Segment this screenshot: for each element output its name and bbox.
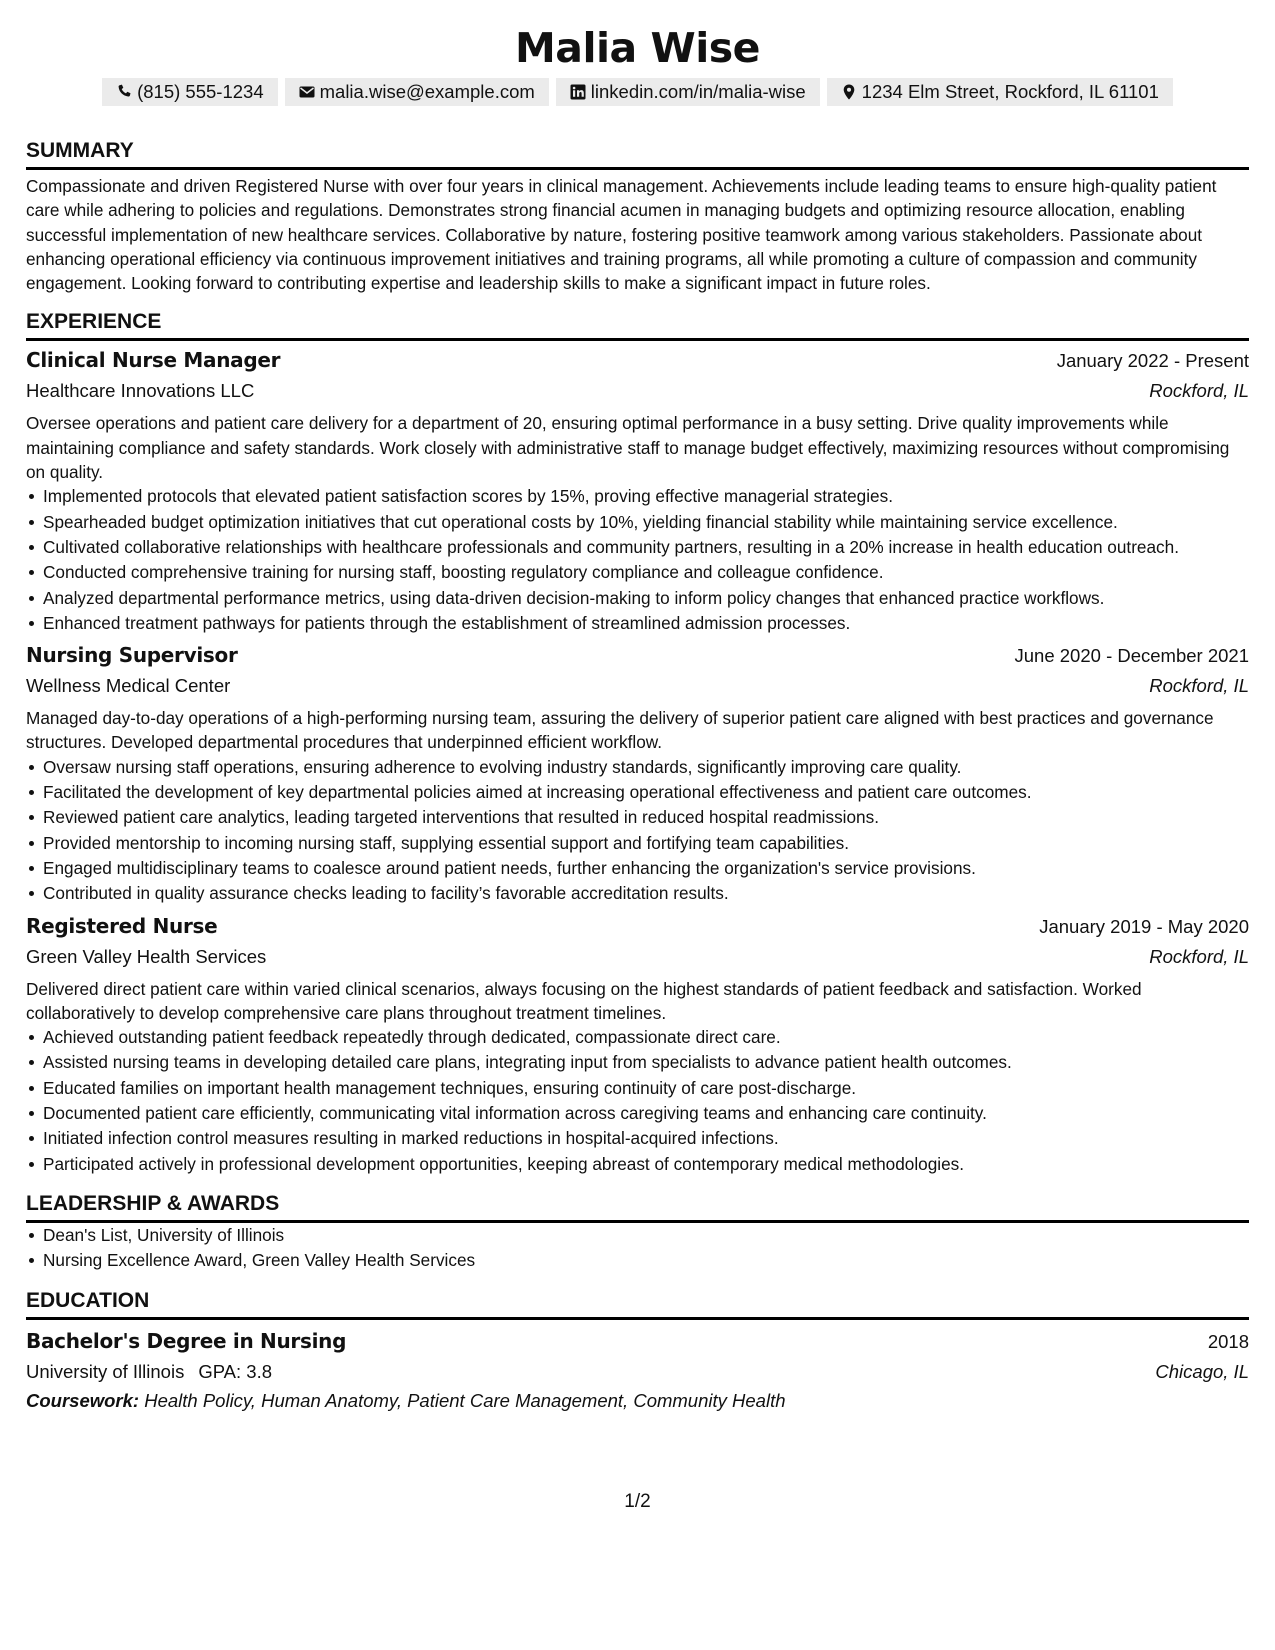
list-item: Assisted nursing teams in developing detailed care plans, integrating input from specialists to advance patient health outcomes.: [26, 1050, 1249, 1075]
contact-address: [827, 78, 1173, 106]
list-item: Nursing Excellence Award, Green Valley Health Services: [26, 1248, 1249, 1273]
section-title-education: EDUCATION: [26, 1288, 1249, 1320]
job-location: Rockford, IL: [1149, 380, 1249, 402]
envelope-icon: [299, 84, 315, 100]
phone-icon: [116, 84, 132, 100]
job-dates: June 2020 - December 2021: [1014, 645, 1249, 667]
contact-email-text: malia.wise@example.com: [319, 81, 535, 102]
job-entry: [26, 911, 1249, 1177]
job-dates: January 2022 - Present: [1056, 350, 1249, 372]
award-list: [26, 1223, 1249, 1274]
location-pin-icon: [841, 84, 857, 100]
job-description: Delivered direct patient care within varied clinical scenarios, always focusing on the highest standards of patient feedback and satisfaction. Worked collaboratively to develop comprehensive care plans throughout treatment timelines.: [26, 978, 1142, 1023]
leadership-section: [26, 1191, 1249, 1274]
list-item: Documented patient care efficiently, communicating vital information across caregiving teams and enhancing care continuity.: [26, 1101, 1249, 1126]
job-title: Clinical Nurse Manager: [26, 348, 281, 373]
list-item: Analyzed departmental performance metrics, using data-driven decision-making to inform policy changes that enhanced practice workflows.: [26, 586, 1249, 611]
job-location: Rockford, IL: [1149, 945, 1249, 967]
contact-address-text: 1234 Elm Street, Rockford, IL 61101: [861, 81, 1159, 102]
job-entry: [26, 640, 1249, 906]
school-location: Chicago, IL: [1155, 1360, 1249, 1382]
gpa: GPA: 3.8: [198, 1360, 273, 1382]
contact-phone-text: (815) 555-1234: [137, 81, 264, 102]
coursework-label: Coursework:: [26, 1389, 140, 1411]
experience-section: [26, 309, 1249, 1176]
page-number: 1/2: [624, 1491, 651, 1512]
job-company: Wellness Medical Center: [26, 675, 231, 697]
coursework-line: [26, 1386, 1249, 1416]
coursework-list: Health Policy, Human Anatomy, Patient Care Management, Community Health: [144, 1389, 786, 1411]
graduation-year: 2018: [1207, 1330, 1249, 1352]
job-description: Managed day-to-day operations of a high-performing nursing team, assuring the delivery of superior patient care aligned with best practices and governance structures. Developed departmental procedures that underpinned efficient workflow.: [26, 708, 1214, 753]
job-dates: January 2019 - May 2020: [1039, 915, 1249, 937]
summary-text: Compassionate and driven Registered Nurse with over four years in clinical management. Achievements include leading teams to ensure high-quality patient care while adhering to policies and regulations. Demonstrates strong financial acumen in managing budgets and optimizing resource allocation, enabling successful implementation of new healthcare services. Collaborative by nature, fostering positive teamwork among various stakeholders. Passionate about enhancing operational efficiency via continuous improvement initiatives and training programs, all while promoting a culture of compassion and community engagement. Looking forward to contributing expertise and leadership skills to make a significant impact in future roles.: [26, 176, 1217, 294]
list-item: Provided mentorship to incoming nursing staff, supplying essential support and fortifying team capabilities.: [26, 831, 1249, 856]
section-title-leadership: LEADERSHIP & AWARDS: [26, 1191, 1249, 1223]
job-company: Green Valley Health Services: [26, 945, 267, 967]
contact-linkedin: [556, 78, 820, 106]
contact-phone: [102, 78, 278, 106]
list-item: Engaged multidisciplinary teams to coalesce around patient needs, further enhancing the organization's service provisions.: [26, 856, 1249, 881]
list-item: Cultivated collaborative relationships with healthcare professionals and community partners, resulting in a 20% increase in health education outreach.: [26, 535, 1249, 560]
job-bullets: [26, 755, 1249, 907]
contact-bar: [26, 78, 1249, 106]
list-item: Contributed in quality assurance checks leading to facility’s favorable accreditation results.: [26, 881, 1249, 906]
contact-linkedin-text: linkedin.com/in/malia-wise: [590, 81, 806, 102]
job-title: Registered Nurse: [26, 913, 218, 938]
job-entry: [26, 345, 1249, 636]
list-item: Spearheaded budget optimization initiatives that cut operational costs by 10%, yielding financial stability while maintaining service excellence.: [26, 510, 1249, 535]
list-item: Participated actively in professional development opportunities, keeping abreast of contemporary medical methodologies.: [26, 1152, 1249, 1177]
section-title-experience: EXPERIENCE: [26, 309, 1249, 341]
list-item: Initiated infection control measures resulting in marked reductions in hospital-acquired infections.: [26, 1126, 1249, 1151]
job-location: Rockford, IL: [1149, 675, 1249, 697]
list-item: Dean's List, University of Illinois: [26, 1223, 1249, 1248]
list-item: Oversaw nursing staff operations, ensuring adherence to evolving industry standards, significantly improving care quality.: [26, 755, 1249, 780]
school-line: [26, 1357, 272, 1386]
list-item: Conducted comprehensive training for nursing staff, boosting regulatory compliance and colleague confidence.: [26, 560, 1249, 585]
list-item: Facilitated the development of key departmental policies aimed at increasing operational effectiveness and patient care outcomes.: [26, 780, 1249, 805]
list-item: Implemented protocols that elevated patient satisfaction scores by 15%, proving effective managerial strategies.: [26, 484, 1249, 509]
contact-email: [285, 78, 549, 106]
job-bullets: [26, 484, 1249, 636]
school-name: University of Illinois: [26, 1360, 185, 1382]
job-description: Oversee operations and patient care delivery for a department of 20, ensuring optimal performance in a busy setting. Drive quality improvements while maintaining compliance and safety standards. Work closely with administrative staff to manage budget effectively, maximizing resources without compromising on quality.: [26, 413, 1230, 483]
list-item: Enhanced treatment pathways for patients through the establishment of streamlined admission processes.: [26, 611, 1249, 636]
list-item: Achieved outstanding patient feedback repeatedly through dedicated, compassionate direct care.: [26, 1025, 1249, 1050]
degree-title: Bachelor's Degree in Nursing: [26, 1328, 347, 1353]
education-entry: [26, 1326, 1249, 1416]
job-bullets: [26, 1025, 1249, 1177]
linkedin-icon: [570, 84, 586, 100]
candidate-name: Malia Wise: [514, 24, 760, 72]
job-company: Healthcare Innovations LLC: [26, 380, 255, 402]
education-section: [26, 1288, 1249, 1416]
summary-section: [26, 138, 1249, 295]
list-item: Educated families on important health management techniques, ensuring continuity of care post-discharge.: [26, 1076, 1249, 1101]
job-title: Nursing Supervisor: [26, 643, 238, 668]
list-item: Reviewed patient care analytics, leading targeted interventions that resulted in reduced hospital readmissions.: [26, 805, 1249, 830]
section-title-summary: SUMMARY: [26, 138, 1249, 170]
